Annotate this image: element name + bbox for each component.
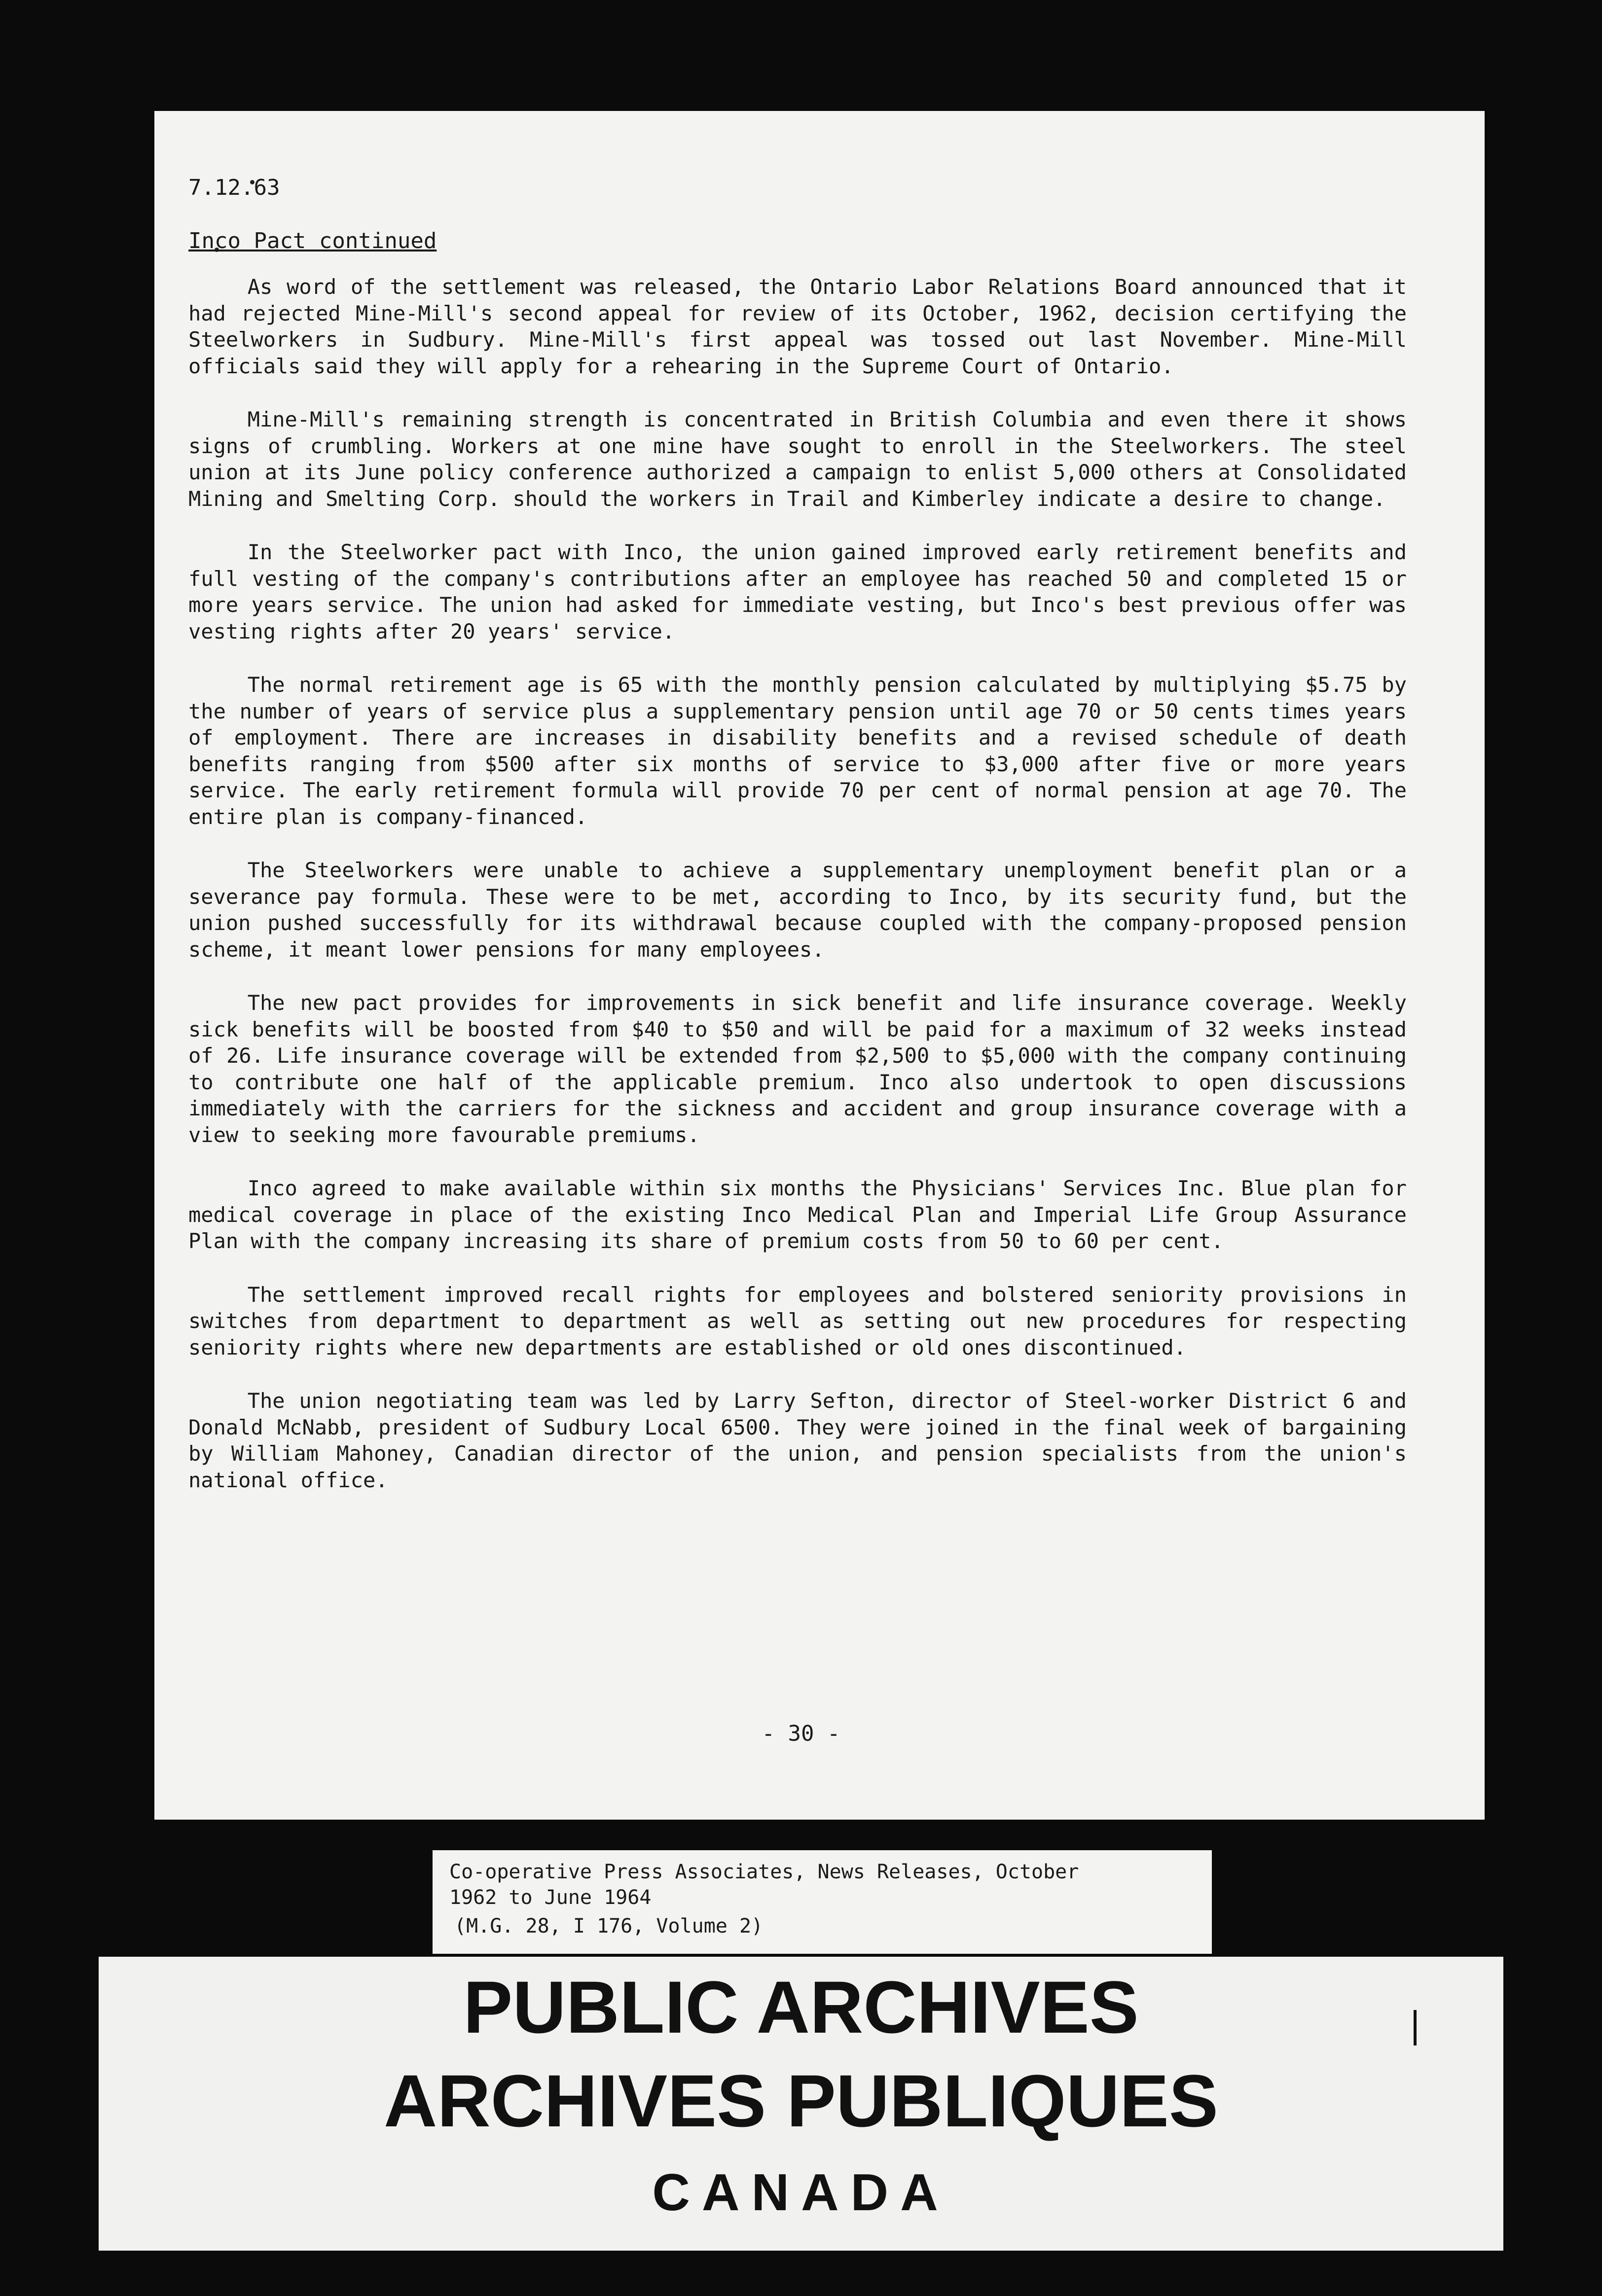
paragraph: In the Steelworker pact with Inco, the union gained improved early retirement benefits and full vesting of the company's contributions after an employee has reached 50 and completed 15 or more years service. The union had asked for immediate vesting, but Inco's best previous offer was vesting rights after 20 years' service. xyxy=(188,540,1407,644)
page-number: - 30 - xyxy=(762,1721,840,1746)
citation-line: (M.G. 28, I 176, Volume 2) xyxy=(454,1915,764,1937)
archive-citation-label xyxy=(433,1850,1212,1954)
document-heading: Inco Pact continued xyxy=(188,228,437,253)
stamp-line-country: CANADA xyxy=(652,2163,950,2222)
citation-line: 1962 to June 1964 xyxy=(449,1886,652,1909)
paragraph: The settlement improved recall rights for employees and bolstered seniority provisions in switches from department to department as well as setting out new procedures for respecting seniority rights where new departments are established or old ones discontinued. xyxy=(188,1282,1407,1360)
archives-stamp xyxy=(99,1957,1503,2251)
paragraph: Inco agreed to make available within six months the Physicians' Services Inc. Blue plan for medical coverage in place of the existing Inco Medical Plan and Imperial Life Group Assurance Plan with the company increasing its share of premium costs from 50 to 60 per cent. xyxy=(188,1176,1407,1253)
paragraph: Mine-Mill's remaining strength is concentrated in British Columbia and even there it shows signs of crumbling. Workers at one mine have sought to enroll in the Steelworkers. The steel union at its June policy conference authorized a campaign to enlist 5,000 others at Consolidated Mining and Smelting Corp. should the workers in Trail and Kimberley indicate a desire to change. xyxy=(188,407,1407,511)
paragraph: As word of the settlement was released, the Ontario Labor Relations Board announced that it had rejected Mine-Mill's second appeal for review of its October, 1962, decision certifying the Steelworkers in Sudbury. Mine-Mill's first appeal was tossed out last November. Mine-Mill officials said they will apply for a rehearing in the Supreme Court of Ontario. xyxy=(188,275,1407,378)
document-date: 7.12.63 xyxy=(188,175,280,200)
citation-line: Co-operative Press Associates, News Releases, October xyxy=(449,1861,1079,1883)
paragraph: The Steelworkers were unable to achieve a supplementary unemployment benefit plan or a severance pay formula. These were to be met, according to Inco, by its security fund, but the union pushed successfully for its withdrawal because coupled with the company-proposed pension scheme, it meant lower pensions for many employees. xyxy=(188,858,1407,962)
document-body xyxy=(188,274,1407,1520)
paragraph: The union negotiating team was led by Larry Sefton, director of Steel-worker District 6 and Donald McNabb, president of Sudbury Local 6500. They were joined in the final week of bargaining by William Mahoney, Canadian director of the union, and pension specialists from the union's national office. xyxy=(188,1389,1407,1492)
paragraph: The new pact provides for improvements in sick benefit and life insurance coverage. Weekly sick benefits will be boosted from $40 to $50 and will be paid for a maximum of 32 weeks instead of 26. Life insurance coverage will be extended from $2,500 to $5,000 with the company continuing to contribute one half of the applicable premium. Inco also undertook to open discussions immediately with the carriers for the sickness and accident and group insurance coverage with a view to seeking more favourable premiums. xyxy=(188,991,1407,1147)
stamp-line-english: PUBLIC ARCHIVES xyxy=(463,1966,1139,2048)
stamp-line-french: ARCHIVES PUBLIQUES xyxy=(384,2059,1218,2142)
paragraph: The normal retirement age is 65 with the monthly pension calculated by multiplying $5.75 by the number of years of service plus a supplementary pension until age 70 or 50 cents times years of employment. There are increases in disability benefits and a revised schedule of death benefits ranging from $500 after six months of service to $3,000 after five or more years service. The early retirement formula will provide 70 per cent of normal pension at age 70. The entire plan is company-financed. xyxy=(188,673,1407,829)
stamp-mark xyxy=(1414,2010,1417,2045)
